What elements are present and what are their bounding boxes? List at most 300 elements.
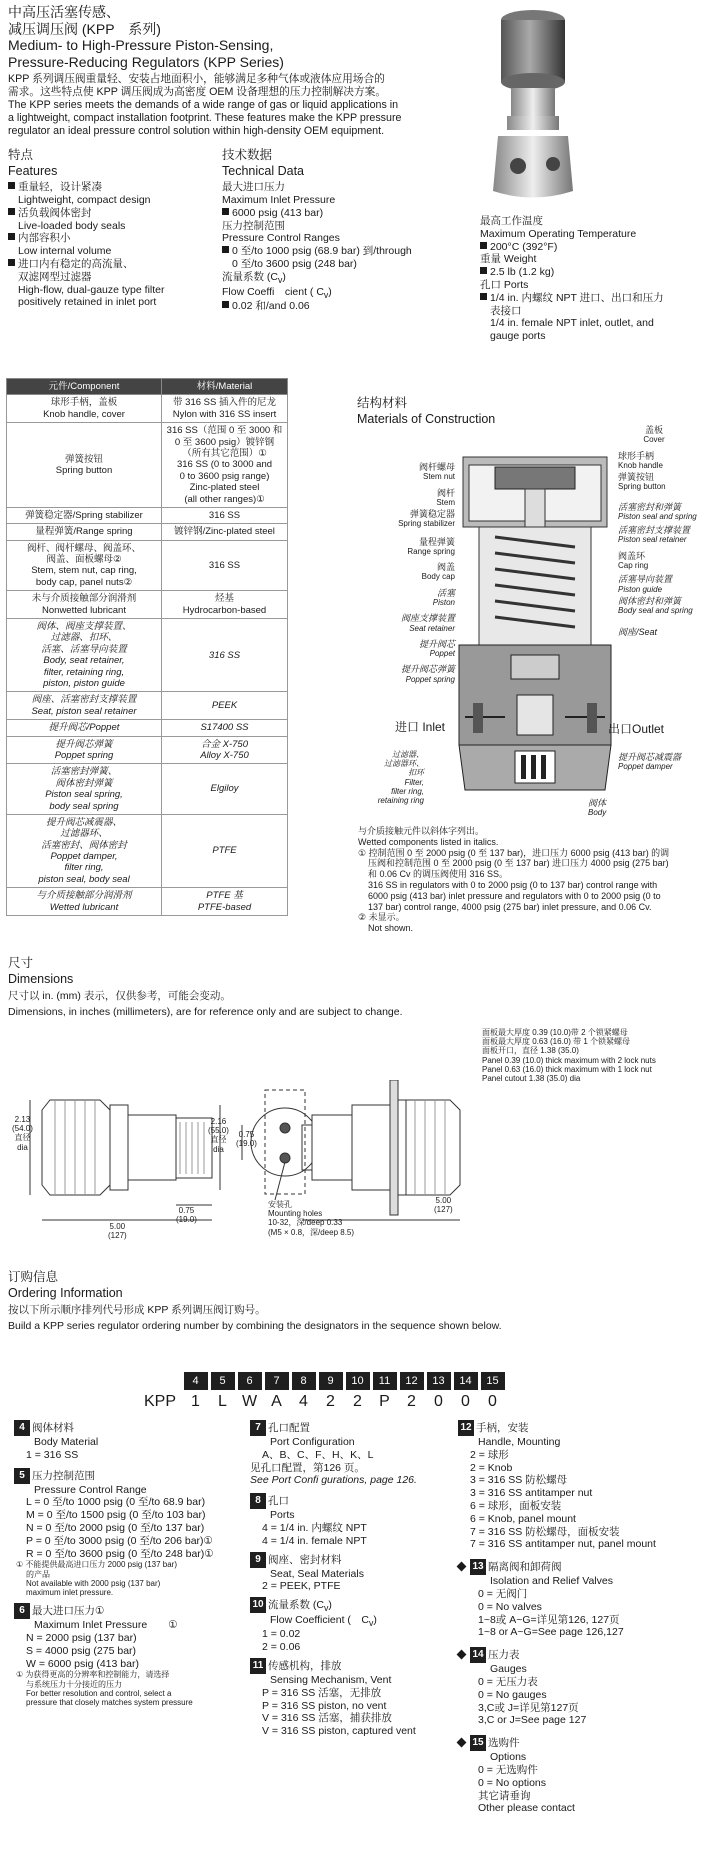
- material-line: 0 to 3600 psig range): [179, 470, 270, 482]
- component-cell: [7, 423, 162, 508]
- dim-213-mm: (54.0): [12, 1124, 33, 1134]
- ord-title-en: Ordering Information: [8, 1285, 123, 1300]
- s15-opt-3: Other please contact: [478, 1802, 575, 1815]
- note-2-cn: ② 未显示。: [358, 912, 405, 923]
- component-cell: [7, 736, 162, 764]
- s13-opt-2: 1~8或 A~G=详见第126, 127页: [478, 1613, 620, 1626]
- component-line: Spring button: [55, 465, 113, 477]
- ranges-val-1: 0 至/to 1000 psig (68.9 bar) 到/through: [232, 245, 412, 258]
- code-sequence: [144, 1392, 506, 1412]
- s11-opt-0: P = 316 SS 活塞，无排放: [262, 1686, 382, 1699]
- s7-opt-0: A、B、C、F、H、K、L: [262, 1448, 374, 1461]
- features-title-cn: 特点: [8, 148, 34, 162]
- component-line: 过滤器环、: [60, 828, 108, 840]
- labels-left: [365, 462, 455, 684]
- material-line: Nylon with 316 SS insert: [172, 408, 277, 420]
- table-row: [7, 692, 288, 720]
- ranges-val-2: 0 至/to 3600 psig (248 bar): [232, 258, 357, 271]
- component-line: Knob handle, cover: [43, 408, 125, 420]
- damper-en: Poppet damper: [618, 762, 673, 772]
- s13-opt-3: 1~8 or A~G=See page 126,127: [478, 1626, 624, 1639]
- dim-216-val: 2.16: [210, 1117, 227, 1126]
- component-line: 提升阀芯/Poppet: [48, 722, 120, 734]
- tech-title-en: Technical Data: [222, 163, 304, 178]
- dim-desc-en: Dimensions, in inches (millimeters), are for reference only and are subject to change.: [8, 1006, 403, 1019]
- ord-desc-en: Build a KPP series regulator ordering number by combining the designators in the sequence shown below.: [8, 1320, 502, 1333]
- material-line: PEEK: [211, 700, 238, 712]
- s9-cn: 阀座、密封材料: [268, 1553, 342, 1566]
- material-cell: [162, 524, 288, 540]
- table-row: [7, 540, 288, 591]
- table-row: [7, 524, 288, 540]
- component-line: filter, retaining ring,: [43, 666, 125, 678]
- material-line: Zinc-plated steel: [189, 482, 260, 494]
- s12-opt-1: 2 = Knob: [470, 1461, 513, 1474]
- designator-box: 10: [346, 1372, 370, 1390]
- lbl-cap-ring-cn: 阀盖环: [618, 550, 646, 561]
- holes-cn: 安装孔: [268, 1200, 292, 1209]
- s8-cn: 孔口: [268, 1494, 289, 1507]
- component-cell: [7, 888, 162, 916]
- s13-opt-1: 0 = No valves: [478, 1600, 542, 1613]
- table-row: [7, 619, 288, 692]
- lbl-knob-en: Knob handle: [618, 460, 663, 470]
- component-line: 与介质接触部分润滑剂: [36, 890, 132, 902]
- designator-char: 0: [461, 1393, 470, 1410]
- s6-opt-0: N = 2000 psig (137 bar): [26, 1631, 137, 1644]
- component-cell: [7, 591, 162, 619]
- s5-note-1: 的产品: [26, 1569, 50, 1579]
- material-line: 带 316 SS 插入件的尼龙: [173, 397, 276, 409]
- designator-box: 7: [265, 1372, 289, 1390]
- designator-box: 11: [373, 1372, 397, 1390]
- filter-cn-3: 扣环: [408, 768, 424, 778]
- s5-opt-1: M = 0 至/to 1500 psig (0 至/to 103 bar): [26, 1509, 206, 1522]
- s14-opt-2: 3,C或 J=详见第127页: [478, 1701, 579, 1714]
- intro-en-2: a lightweight, compact installation footprint. These features make the KPP pressure: [8, 112, 402, 125]
- feature-3-en: Low internal volume: [18, 245, 112, 258]
- construction-title-cn: 结构材料: [357, 396, 408, 410]
- ports-val-3: 1/4 in. female NPT inlet, outlet, and: [490, 317, 654, 330]
- s10-cn-sub: v: [324, 1603, 329, 1614]
- cv-cn: 流量系数 (C: [222, 270, 278, 283]
- designator-char: 2: [326, 1393, 335, 1410]
- lbl-body-cap-cn: 阀盖: [436, 562, 455, 573]
- s4-en: Body Material: [34, 1436, 99, 1448]
- dim-216-cn: 直径: [210, 1135, 227, 1145]
- s12-opt-3: 3 = 316 SS antitamper nut: [470, 1487, 593, 1500]
- col-component: 元件/Component: [7, 379, 162, 395]
- filter-label: [362, 750, 424, 805]
- s9-num: 9: [250, 1552, 266, 1568]
- lbl-seat-retainer-en: Seat retainer: [409, 623, 455, 633]
- note-wetted-cn: 与介质接触元件以斜体字列出。: [358, 826, 485, 836]
- component-line: Nonwetted lubricant: [42, 604, 126, 616]
- material-cell: [162, 619, 288, 692]
- lbl-piston-guide-en: Piston guide: [618, 584, 663, 594]
- material-line: PTFE 基: [206, 890, 243, 902]
- s11-en: Sensing Mechanism, Vent: [270, 1674, 392, 1687]
- s13-opt-0: 0 = 无阀门: [478, 1587, 528, 1600]
- cv-en: Flow Coeffi cient ( C: [222, 285, 324, 298]
- s10-en-close: ): [373, 1613, 377, 1626]
- material-line: Hydrocarbon-based: [182, 604, 267, 616]
- s14-opt-3: 3,C or J=See page 127: [478, 1714, 587, 1727]
- material-line: 316 SS (0 to 3000 and: [176, 459, 273, 471]
- filter-en-1: Filter,: [404, 777, 424, 787]
- s12-num: 12: [458, 1420, 474, 1436]
- s5-cn: 压力控制范围: [32, 1469, 95, 1482]
- s10-opt-1: 2 = 0.06: [262, 1641, 301, 1654]
- component-line: 活塞密封弹簧、: [50, 766, 118, 778]
- material-cell: [162, 540, 288, 591]
- cv-en-sub: v: [323, 289, 329, 300]
- lbl-piston-cn: 活塞: [436, 587, 455, 598]
- s5-note-0: ① 不能提供最高进口压力 2000 psig (137 bar): [16, 1560, 177, 1570]
- construction-title-en: Materials of Construction: [357, 411, 496, 426]
- material-cell: [162, 888, 288, 916]
- material-line: 316 SS: [208, 649, 241, 661]
- material-cell: [162, 720, 288, 736]
- filter-cn-1: 过滤器、: [392, 750, 424, 759]
- dimension-drawings: [10, 1080, 710, 1240]
- lbl-knob-cn: 球形手柄: [618, 450, 655, 461]
- table-row: [7, 764, 288, 815]
- dim-075b-mm: (19.0): [176, 1215, 197, 1225]
- ord-desc-cn: 按以下所示顺序排列代号形成 KPP 系列调压阀订购号。: [8, 1304, 266, 1317]
- s6-note-3: pressure that closely matches system pressure: [26, 1697, 193, 1707]
- construction-title: [357, 396, 495, 427]
- lbl-piston-seal-retainer-en: Piston seal retainer: [618, 535, 687, 545]
- s4-num: 4: [14, 1420, 30, 1436]
- designator-char: W: [241, 1393, 258, 1410]
- body-label: [588, 798, 606, 818]
- s6-note-1: 与系统压力十分接近的压力: [26, 1679, 122, 1689]
- component-cell: [7, 720, 162, 736]
- material-cell: [162, 507, 288, 523]
- component-line: filter ring,: [64, 862, 104, 874]
- component-line: 弹簧按钮: [64, 453, 103, 465]
- lbl-range-spring-en: Range spring: [407, 546, 455, 556]
- material-line: 0 至 3600 psig）镀锌钢: [174, 436, 275, 448]
- component-line: 提升阀芯弹簧: [55, 738, 113, 750]
- intro: [8, 73, 478, 138]
- ord-title-cn: 订购信息: [8, 1270, 59, 1284]
- s5-opt-0: L = 0 至/to 1000 psig (0 至/to 68.9 bar): [26, 1496, 206, 1509]
- feature-4-cn2: 双滤网型过滤器: [18, 270, 92, 283]
- intro-en-1: The KPP series meets the demands of a wide range of gas or liquid applications in: [8, 99, 399, 112]
- lbl-body-cap-en: Body cap: [421, 572, 455, 582]
- component-line: 提升阀芯减震器、: [45, 816, 122, 828]
- panel-en-1: Panel 0.39 (10.0) thick maximum with 2 lock nuts: [482, 1055, 656, 1065]
- component-line: piston, piston guide: [43, 677, 125, 689]
- component-line: 活塞、活塞导向装置: [41, 643, 127, 655]
- outlet-label: 出口Outlet: [608, 722, 665, 736]
- col-material: 材料/Material: [162, 379, 288, 395]
- code-boxes: [182, 1372, 506, 1390]
- dim-title-cn: 尺寸: [8, 956, 34, 970]
- s12-opt-4: 6 = 球形，面板安装: [470, 1499, 562, 1512]
- s8-opt-0: 4 = 1/4 in. 内螺纹 NPT: [262, 1521, 367, 1534]
- feature-4-en: High-flow, dual-gauze type filter: [18, 283, 165, 296]
- s5-note-2: Not available with 2000 psig (137 bar): [26, 1578, 161, 1588]
- feature-4-cn: 进口内有稳定的高流量、: [18, 258, 134, 271]
- dim-216-mm: (55.0): [208, 1126, 229, 1136]
- s9-opt-0: 2 = PEEK, PTFE: [262, 1580, 341, 1593]
- s8-opt-1: 4 = 1/4 in. female NPT: [262, 1534, 367, 1547]
- s14-opt-1: 0 = No gauges: [478, 1688, 547, 1701]
- material-line: PTFE-based: [197, 901, 252, 913]
- body-en: Body: [588, 808, 607, 818]
- dim-213-dia: dia: [17, 1142, 28, 1152]
- s12-opt-0: 2 = 球形: [470, 1448, 509, 1461]
- intro-cn-1: KPP 系列调压阀重量轻、安装占地面积小，能够满足多种气体或液体应用场合的: [8, 73, 385, 85]
- designator-char: A: [271, 1393, 282, 1410]
- component-line: 球形手柄，盖板: [50, 397, 118, 409]
- page-title: [8, 4, 284, 70]
- table-row: [7, 507, 288, 523]
- s4-opt-0: 1 = 316 SS: [26, 1448, 79, 1461]
- dim-216-dia: dia: [213, 1144, 224, 1154]
- component-cell: [7, 395, 162, 423]
- component-line: 活塞密封、阀体密封: [41, 839, 127, 851]
- material-line: PTFE: [212, 845, 237, 857]
- component-line: 阀体密封弹簧: [55, 777, 113, 789]
- designator-char: 2: [407, 1393, 416, 1410]
- lbl-piston-en: Piston: [432, 598, 455, 607]
- component-line: Piston seal spring,: [45, 789, 123, 801]
- s5-en: Pressure Control Range: [34, 1483, 147, 1496]
- dim-075: [236, 1130, 257, 1148]
- lbl-range-spring-cn: 量程弹簧: [418, 536, 455, 547]
- component-line: body cap, panel nuts②: [35, 576, 133, 588]
- s7-num: 7: [250, 1420, 266, 1436]
- filter-en-3: retaining ring: [377, 795, 424, 805]
- lbl-piston-seal-en: Piston seal and spring: [618, 511, 697, 521]
- weight-val: 2.5 lb (1.2 kg): [490, 266, 555, 279]
- s5-note-3: maximum inlet pressure.: [26, 1587, 114, 1597]
- dim-500b-mm: (127): [434, 1205, 453, 1215]
- s5-opt-4: R = 0 至/to 3600 psig (0 至/to 248 bar)①: [26, 1547, 214, 1560]
- lbl-cap-ring-en: Cap ring: [618, 561, 649, 570]
- designator-char: L: [218, 1393, 227, 1410]
- dim-500b-val: 5.00: [435, 1196, 452, 1205]
- s5-num: 5: [14, 1468, 30, 1484]
- note-1-en-3: 137 bar) control range, 4000 psig (275 bar) inlet pressure, and 0.06 Cv.: [368, 901, 652, 912]
- intro-en-3: regulator an ideal pressure control solution within high-density OEM equipment.: [8, 125, 385, 138]
- s13-cn: 隔离阀和卸荷阀: [488, 1560, 562, 1573]
- material-cell: [162, 736, 288, 764]
- s6-num: 6: [14, 1603, 30, 1619]
- cv-val: 0.02 和/and 0.06: [232, 300, 310, 313]
- s13-num: 13: [470, 1559, 486, 1575]
- material-line: 316 SS（范围 0 至 3000 和: [166, 425, 283, 437]
- s15-num: 15: [470, 1735, 486, 1751]
- diamond-icon: [457, 1562, 467, 1572]
- feature-1-en: Lightweight, compact design: [18, 194, 151, 207]
- designator-char: 2: [353, 1393, 362, 1410]
- holes-spec2: (M5 × 0.8，深/deep 8.5): [268, 1227, 355, 1237]
- material-line: 镀锌钢/Zinc-plated steel: [174, 526, 275, 538]
- component-cell: [7, 619, 162, 692]
- weight-cn: 重量 Weight: [480, 253, 537, 266]
- note-1-en-2: 6000 psig (413 bar) inlet pressure and regulators with 0 to 2000 psig (0 to: [368, 890, 661, 901]
- cv-sub: v: [278, 274, 283, 285]
- max-inlet-en: Maximum Inlet Pressure: [222, 194, 336, 207]
- feature-2-cn: 活负载阀体密封: [18, 206, 92, 219]
- dim-075-val: 0.75: [238, 1130, 255, 1139]
- features-title-en: Features: [8, 163, 58, 178]
- s14-num: 14: [470, 1647, 486, 1663]
- dim-075-mm: (19.0): [236, 1139, 257, 1149]
- component-line: 阀盖、面板螺母②: [46, 554, 122, 566]
- component-line: piston seal, body seal: [38, 873, 130, 885]
- s4-cn: 阀体材料: [32, 1421, 74, 1434]
- body-cn: 阀体: [588, 798, 607, 808]
- s11-opt-3: V = 316 SS piston, captured vent: [262, 1725, 416, 1738]
- ordering-header: [8, 1270, 502, 1334]
- lbl-stem-cn: 阀杆: [436, 487, 455, 498]
- designator-char: P: [379, 1393, 390, 1410]
- dim-213-cn: 直径: [14, 1133, 31, 1143]
- s11-cn: 传感机构，排放: [268, 1659, 342, 1672]
- mounting-holes: [268, 1200, 354, 1237]
- panel-cn-3: 面板开口，直径 1.38 (35.0): [482, 1046, 579, 1056]
- component-cell: [7, 764, 162, 815]
- panel-en-3: Panel cutout 1.38 (35.0) dia: [482, 1073, 581, 1083]
- dimensions-header: [8, 956, 403, 1020]
- s10-cn: 流量系数 (C: [268, 1598, 324, 1611]
- feature-3-cn: 内部容积小: [18, 232, 71, 245]
- designator-box: 5: [211, 1372, 235, 1390]
- lbl-piston-seal-retainer-cn: 活塞密封支撑装置: [618, 525, 691, 536]
- component-line: Poppet damper,: [50, 851, 118, 863]
- dim-213-val: 2.13: [14, 1115, 31, 1124]
- labels-right: [618, 425, 720, 638]
- filter-en-2: filter ring,: [391, 786, 424, 796]
- table-row: [7, 814, 288, 887]
- component-line: 阀杆、阀杆螺母、阀盖环、: [26, 542, 141, 554]
- component-line: 过滤器、扣环、: [50, 632, 118, 644]
- component-cell: [7, 540, 162, 591]
- material-line: 316 SS: [208, 509, 241, 521]
- material-line: 合金 X-750: [201, 738, 248, 750]
- s10-en: Flow Coefficient ( C: [270, 1613, 370, 1626]
- dim-213: [12, 1115, 33, 1152]
- inlet-label: 进口 Inlet: [395, 720, 446, 734]
- diamond-icon: [457, 1737, 467, 1747]
- designator-box: 14: [454, 1372, 478, 1390]
- max-inlet-val: 6000 psig (413 bar): [232, 206, 324, 219]
- s11-num: 11: [250, 1658, 266, 1674]
- s10-cn-close: ): [328, 1598, 332, 1611]
- title-en-1: Medium- to High-Pressure Piston-Sensing,: [8, 37, 274, 54]
- technical-data-2: [480, 215, 715, 343]
- s7-en: Port Configuration: [270, 1436, 355, 1448]
- s15-opt-0: 0 = 无选购件: [478, 1763, 538, 1776]
- material-line: Alloy X-750: [200, 749, 249, 761]
- component-cell: [7, 524, 162, 540]
- designator-char: 0: [488, 1393, 497, 1410]
- s6-note-2: For better resolution and control, select a: [26, 1688, 172, 1698]
- material-cell: [162, 764, 288, 815]
- s12-opt-6: 7 = 316 SS 防松螺母，面板安装: [470, 1525, 620, 1538]
- dim-500: [108, 1222, 127, 1240]
- ranges-en: Pressure Control Ranges: [222, 232, 340, 245]
- features: [8, 148, 198, 309]
- tech-title-cn: 技术数据: [222, 148, 273, 162]
- damper-cn: 提升阀芯减震器: [618, 752, 682, 762]
- component-cell: [7, 507, 162, 523]
- s6-note-0: ① 为获得更高的分辨率和控制能力，请选择: [16, 1670, 170, 1680]
- ports-cn: 孔口 Ports: [480, 278, 529, 291]
- component-line: body seal spring: [49, 800, 119, 812]
- note-2-en: Not shown.: [368, 923, 414, 934]
- table-row: [7, 591, 288, 619]
- note-1-en-1: 316 SS in regulators with 0 to 2000 psig (0 to 137 bar) control range with: [368, 879, 658, 890]
- holes-spec: 10-32，深/deep 0.33: [268, 1218, 343, 1228]
- lbl-cover-cn: 盖板: [644, 425, 663, 435]
- s10-opt-0: 1 = 0.02: [262, 1628, 301, 1641]
- s7-note-cn: 见孔口配置，第126 页。: [250, 1461, 365, 1474]
- s14-en: Gauges: [490, 1663, 527, 1676]
- designator-box: 9: [319, 1372, 343, 1390]
- component-line: Seat, piston seal retainer: [31, 705, 137, 717]
- s13-en: Isolation and Relief Valves: [490, 1575, 613, 1588]
- feature-1-cn: 重量轻，设计紧凑: [18, 181, 102, 194]
- temp-en: Maximum Operating Temperature: [480, 227, 637, 240]
- s11-opt-1: P = 316 SS piston, no vent: [262, 1699, 387, 1712]
- cv-en-close: ): [328, 285, 332, 298]
- s11-opt-2: V = 316 SS 活塞，捕获排放: [262, 1712, 392, 1725]
- note-1-cn-1: ① 控制范围 0 至 2000 psig (0 至 137 bar)，进口压力 6000 psig (413 bar) 的调: [358, 847, 670, 858]
- s14-opt-0: 0 = 无压力表: [478, 1675, 538, 1688]
- title-cn-1: 中高压活塞传感、: [8, 4, 120, 20]
- title-en-2: Pressure-Reducing Regulators (KPP Series): [8, 53, 284, 70]
- s15-en: Options: [490, 1751, 527, 1764]
- lbl-stabilizer-en: Spring stabilizer: [398, 519, 455, 529]
- note-1-cn-3: 和 0.06 Cv 的调压阀使用 316 SS。: [368, 869, 509, 880]
- s8-en: Ports: [270, 1509, 295, 1522]
- material-line: (all other ranges)①: [184, 493, 265, 505]
- technical-data: [222, 148, 472, 313]
- s6-opt-2: W = 6000 psig (413 bar): [26, 1657, 139, 1670]
- dim-500b: [434, 1196, 453, 1214]
- lbl-piston-guide-cn: 活塞导向装置: [618, 574, 673, 585]
- s6-cn: 最大进口压力①: [32, 1604, 105, 1617]
- feature-2-en: Live-loaded body seals: [18, 219, 126, 232]
- s12-opt-5: 6 = Knob, panel mount: [470, 1512, 576, 1525]
- lbl-stem-en: Stem: [436, 497, 455, 507]
- designator-box: 15: [481, 1372, 505, 1390]
- component-line: 未与介质接触部分润滑剂: [31, 593, 137, 605]
- damper-label: [618, 752, 681, 772]
- table-row: [7, 395, 288, 423]
- s5-opt-3: P = 0 至/to 3000 psig (0 至/to 206 bar)①: [26, 1534, 213, 1547]
- dim-desc-cn: 尺寸以 in. (mm) 表示，仅供参考，可能会变动。: [8, 990, 231, 1003]
- material-cell: [162, 395, 288, 423]
- title-cn-2: 减压调压阀 (KPP 系列): [8, 20, 161, 37]
- lbl-stem-nut-cn: 阀杆螺母: [418, 462, 455, 472]
- dim-500-val: 5.00: [109, 1222, 126, 1231]
- designator-box: 8: [292, 1372, 316, 1390]
- code-prefix: KPP: [144, 1393, 177, 1410]
- ranges-cn: 压力控制范围: [222, 219, 285, 232]
- ports-val-4: gauge ports: [490, 330, 546, 343]
- dim-title-en: Dimensions: [8, 971, 74, 986]
- lbl-spring-button-cn: 弹簧按钮: [618, 472, 655, 483]
- feature-4-en2: positively retained in inlet port: [18, 296, 157, 309]
